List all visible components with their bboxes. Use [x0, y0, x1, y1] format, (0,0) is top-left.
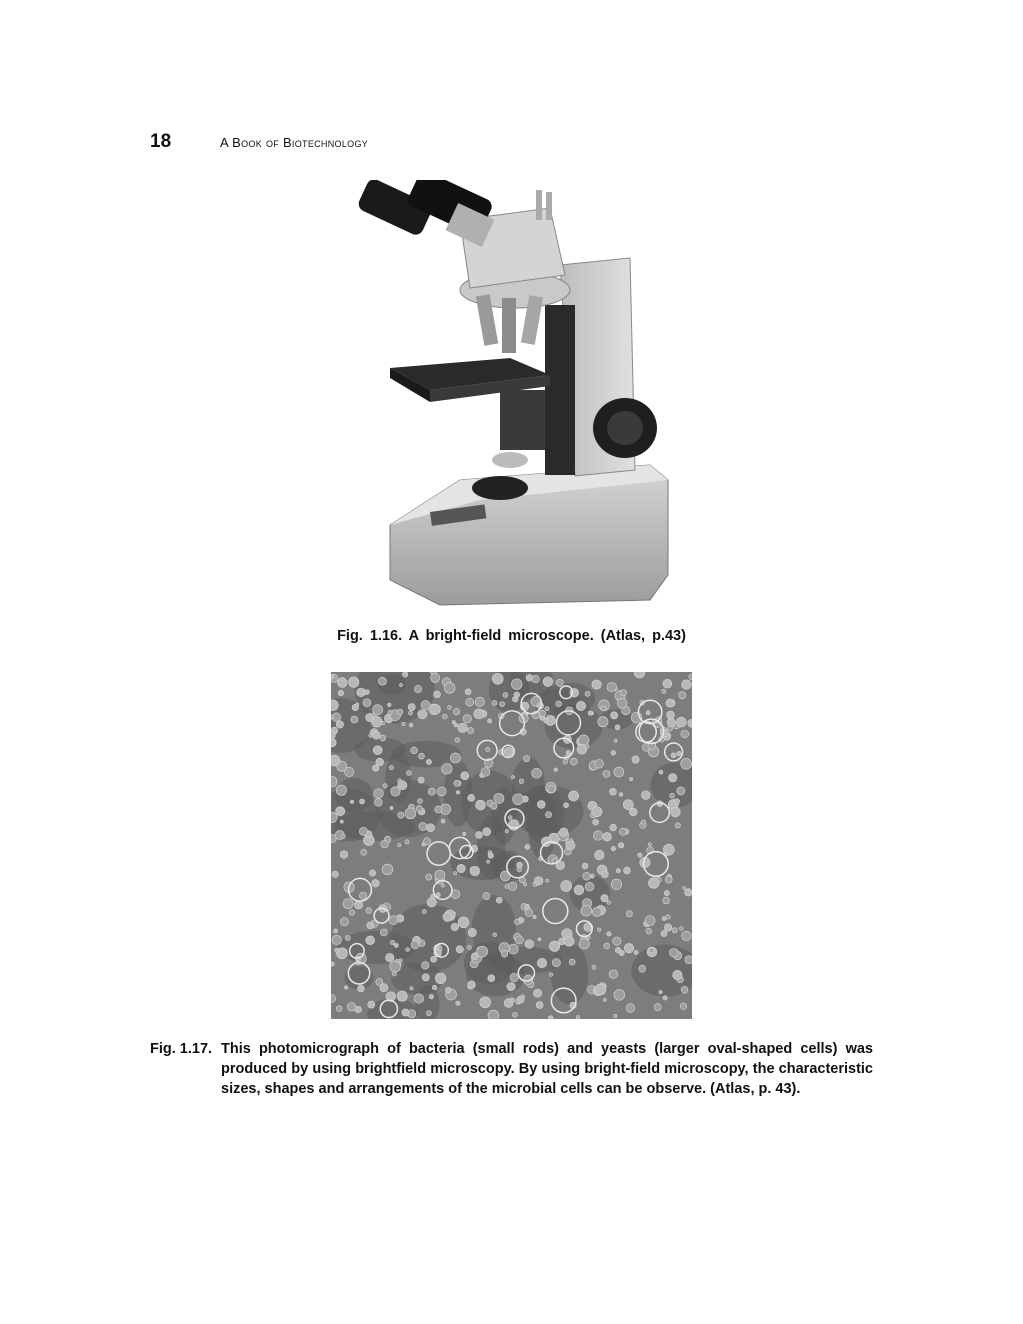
figure-caption-1: Fig. 1.16. A bright-field microscope. (Atlas, p.43): [337, 628, 686, 644]
caption-number: Fig. 1.17.: [150, 1041, 213, 1057]
running-head: A Book of Biotechnology: [220, 135, 369, 150]
page-number: 18: [150, 131, 172, 152]
microscope-image: [350, 180, 680, 610]
caption-text: This photomicrograph of bacteria (small rods) and yeasts (larger oval-shaped cells) was produced by using brightfield microscopy. By using bright-field microscopy, the characteristic sizes, shapes and arrangements of the microbial cells can be observe. (Atlas, p. 43).: [221, 1041, 873, 1097]
photomicrograph-image: [331, 672, 692, 1019]
figure-caption-2: [150, 1039, 873, 1099]
